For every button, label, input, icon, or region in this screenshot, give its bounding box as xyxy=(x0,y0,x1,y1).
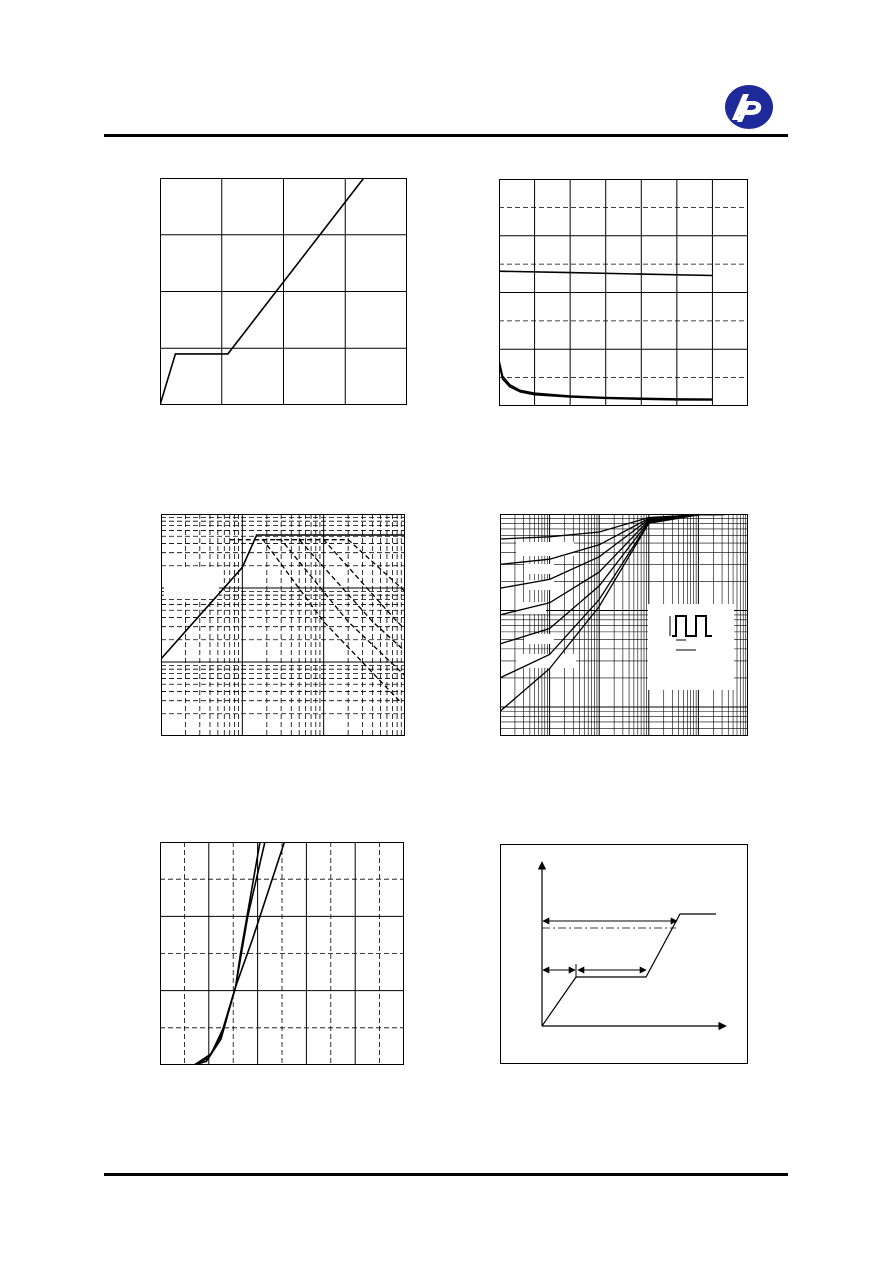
series-line-2 xyxy=(500,514,748,564)
chart-3 xyxy=(161,514,405,736)
chart-3-panel xyxy=(161,514,405,736)
series-line-3 xyxy=(254,540,405,676)
chart-1-panel xyxy=(160,178,407,405)
header-rule xyxy=(104,134,788,137)
chart-2 xyxy=(499,179,748,406)
chart-1 xyxy=(160,178,407,405)
timing-diagram xyxy=(500,844,748,1064)
footer-rule xyxy=(104,1173,788,1176)
legend-mask-1 xyxy=(516,542,574,556)
chart-6-panel xyxy=(500,844,748,1064)
chart-5-panel xyxy=(160,842,404,1065)
chart-2-panel xyxy=(499,179,748,406)
chart-4-panel xyxy=(500,514,748,736)
chart-5 xyxy=(160,842,404,1065)
legend-mask-2 xyxy=(524,564,554,574)
inset-box xyxy=(648,604,734,690)
chart-4 xyxy=(500,514,748,736)
plot-frame xyxy=(162,515,405,736)
label-mask xyxy=(164,569,219,599)
company-logo xyxy=(724,84,774,130)
plot-frame xyxy=(501,845,748,1064)
